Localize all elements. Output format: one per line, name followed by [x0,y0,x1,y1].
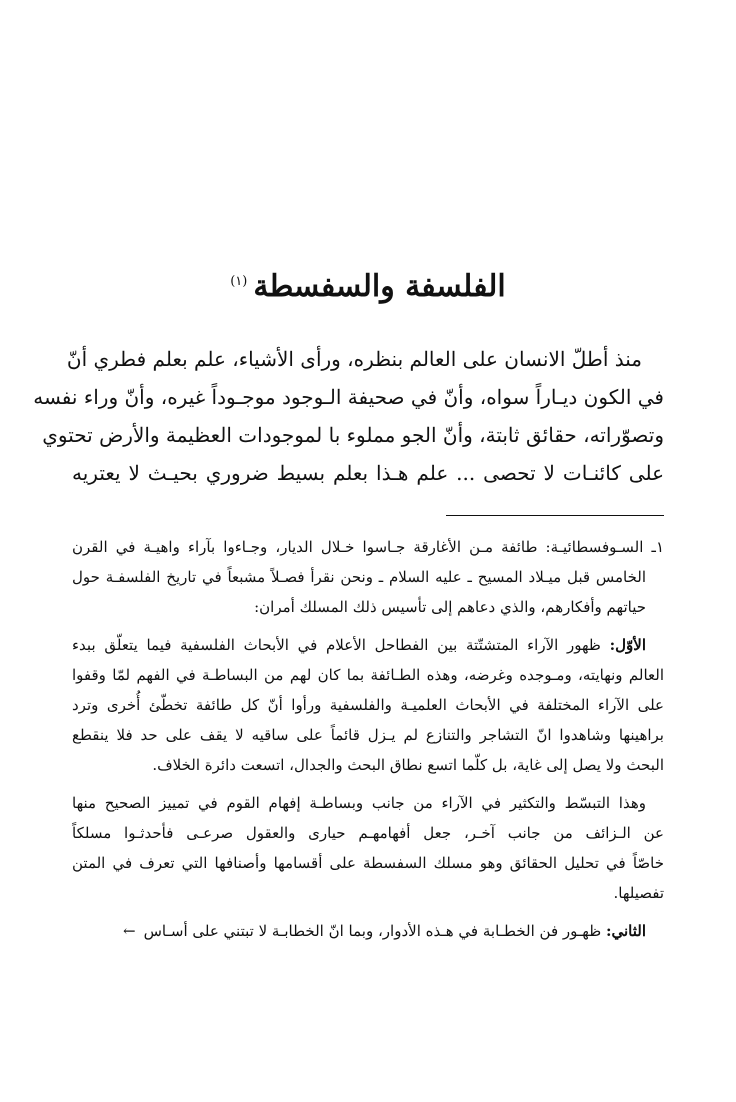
footnote-separator [446,515,664,516]
main-line: منذ أطلّ الانسان على العالم بنظره، ورأى الأشياء، علم بعلم فطري أنّ [66,347,642,371]
footnote-line [72,916,664,946]
footnote-line: الخامس قبل ميـلاد المسيح ـ عليه السلام ـ ونحن نقرأ فصـلاً مشبعاً في تاريخ الفلسفـة حول [72,568,646,586]
footnote-paragraph-4 [72,916,664,946]
footnotes [72,532,664,954]
footnote-line [72,630,664,660]
footnote-lead: الأوّل: [609,636,646,654]
main-line: وتصوّراته، حقائق ثابتة، وأنّ الجو مملوء با لموجودات العظيمة والأرض تحتوي [42,423,664,447]
footnote-line: براهينها وشاهدوا انّ التشاجر والتنازع لم يـزل قائماً على ساقيه لا يقف على حد فلا ينقطع [72,726,664,744]
footnote-line: حياتهم وأفكارهم، والذي دعاهم إلى تأسيس ذلك المسلك أمران: [254,598,646,616]
footnote-line: البحث ولا يصل إلى غاية، بل كلّما اتسع نطاق البحث والجدال، اتسعت دائرة الخلاف. [152,756,664,774]
main-line: على كائنـات لا تحصى ... علم هـذا بعلم بسيط ضروري بحيـث لا يعتريه [72,461,664,485]
footnote-line: وهذا التبسّط والتكثير في الآراء من جانب وبساطـة إفهام القوم في تمييز الصحيح منها [72,794,646,812]
footnote-lead: الثاني: [605,922,646,940]
footnote-paragraph-1 [72,532,664,622]
page-title [0,262,736,307]
footnote-text: ظهور الآراء المتشتّتة بين الفطاحل الأعلام في الأبحاث الفلسفية فيما يتعلّق ببدء [72,636,601,654]
title-text: الفلسفة والسفسطة [253,269,506,304]
footnote-ref: (١) [230,274,248,289]
footnote-line: العالم ونهايته، ومـوجده وغرضه، وهذه الطـائفة بما كان لهم من البساطـة في الفهم لمّا وقفوا [72,666,664,684]
footnote-line: تفصيلها. [613,884,664,902]
footnote-line: عن الـزائف من جانب آخـر، جعل أفهامهـم حيارى والعقول صرعـى فأحدثـوا مسلكاً [72,824,664,842]
footnote-paragraph-3 [72,788,664,908]
main-line: في الكون ديـاراً سواه، وأنّ في صحيفة الـوجود موجـوداً غيره، وأنّ وراء نفسه [33,385,664,409]
footnote-paragraph-2 [72,630,664,780]
footnote-text: ظهـور فن الخطـابة في هـذه الأدوار، وبما انّ الخطابـة لا تبتني على أسـاس [143,922,602,940]
continue-arrow-icon: ← [123,922,136,940]
footnote-line: خاصّاً في تحليل الحقائق وهو مسلك السفسطة على أقسامها وأصنافها التي تعرف في المتن [72,854,664,872]
footnote-line: على الآراء المختلفة في الأبحاث العلميـة والفلسفية ورأوا أنّ كل طائفة تخطّئ أُخرى وترد [72,696,664,714]
main-paragraph [33,340,664,492]
footnote-line: ١ـ السـوفسطائيـة: طائفة مـن الأغارقة جـاسوا خـلال الديار، وجـاءوا بآراء واهيـة في القرن [72,538,664,556]
